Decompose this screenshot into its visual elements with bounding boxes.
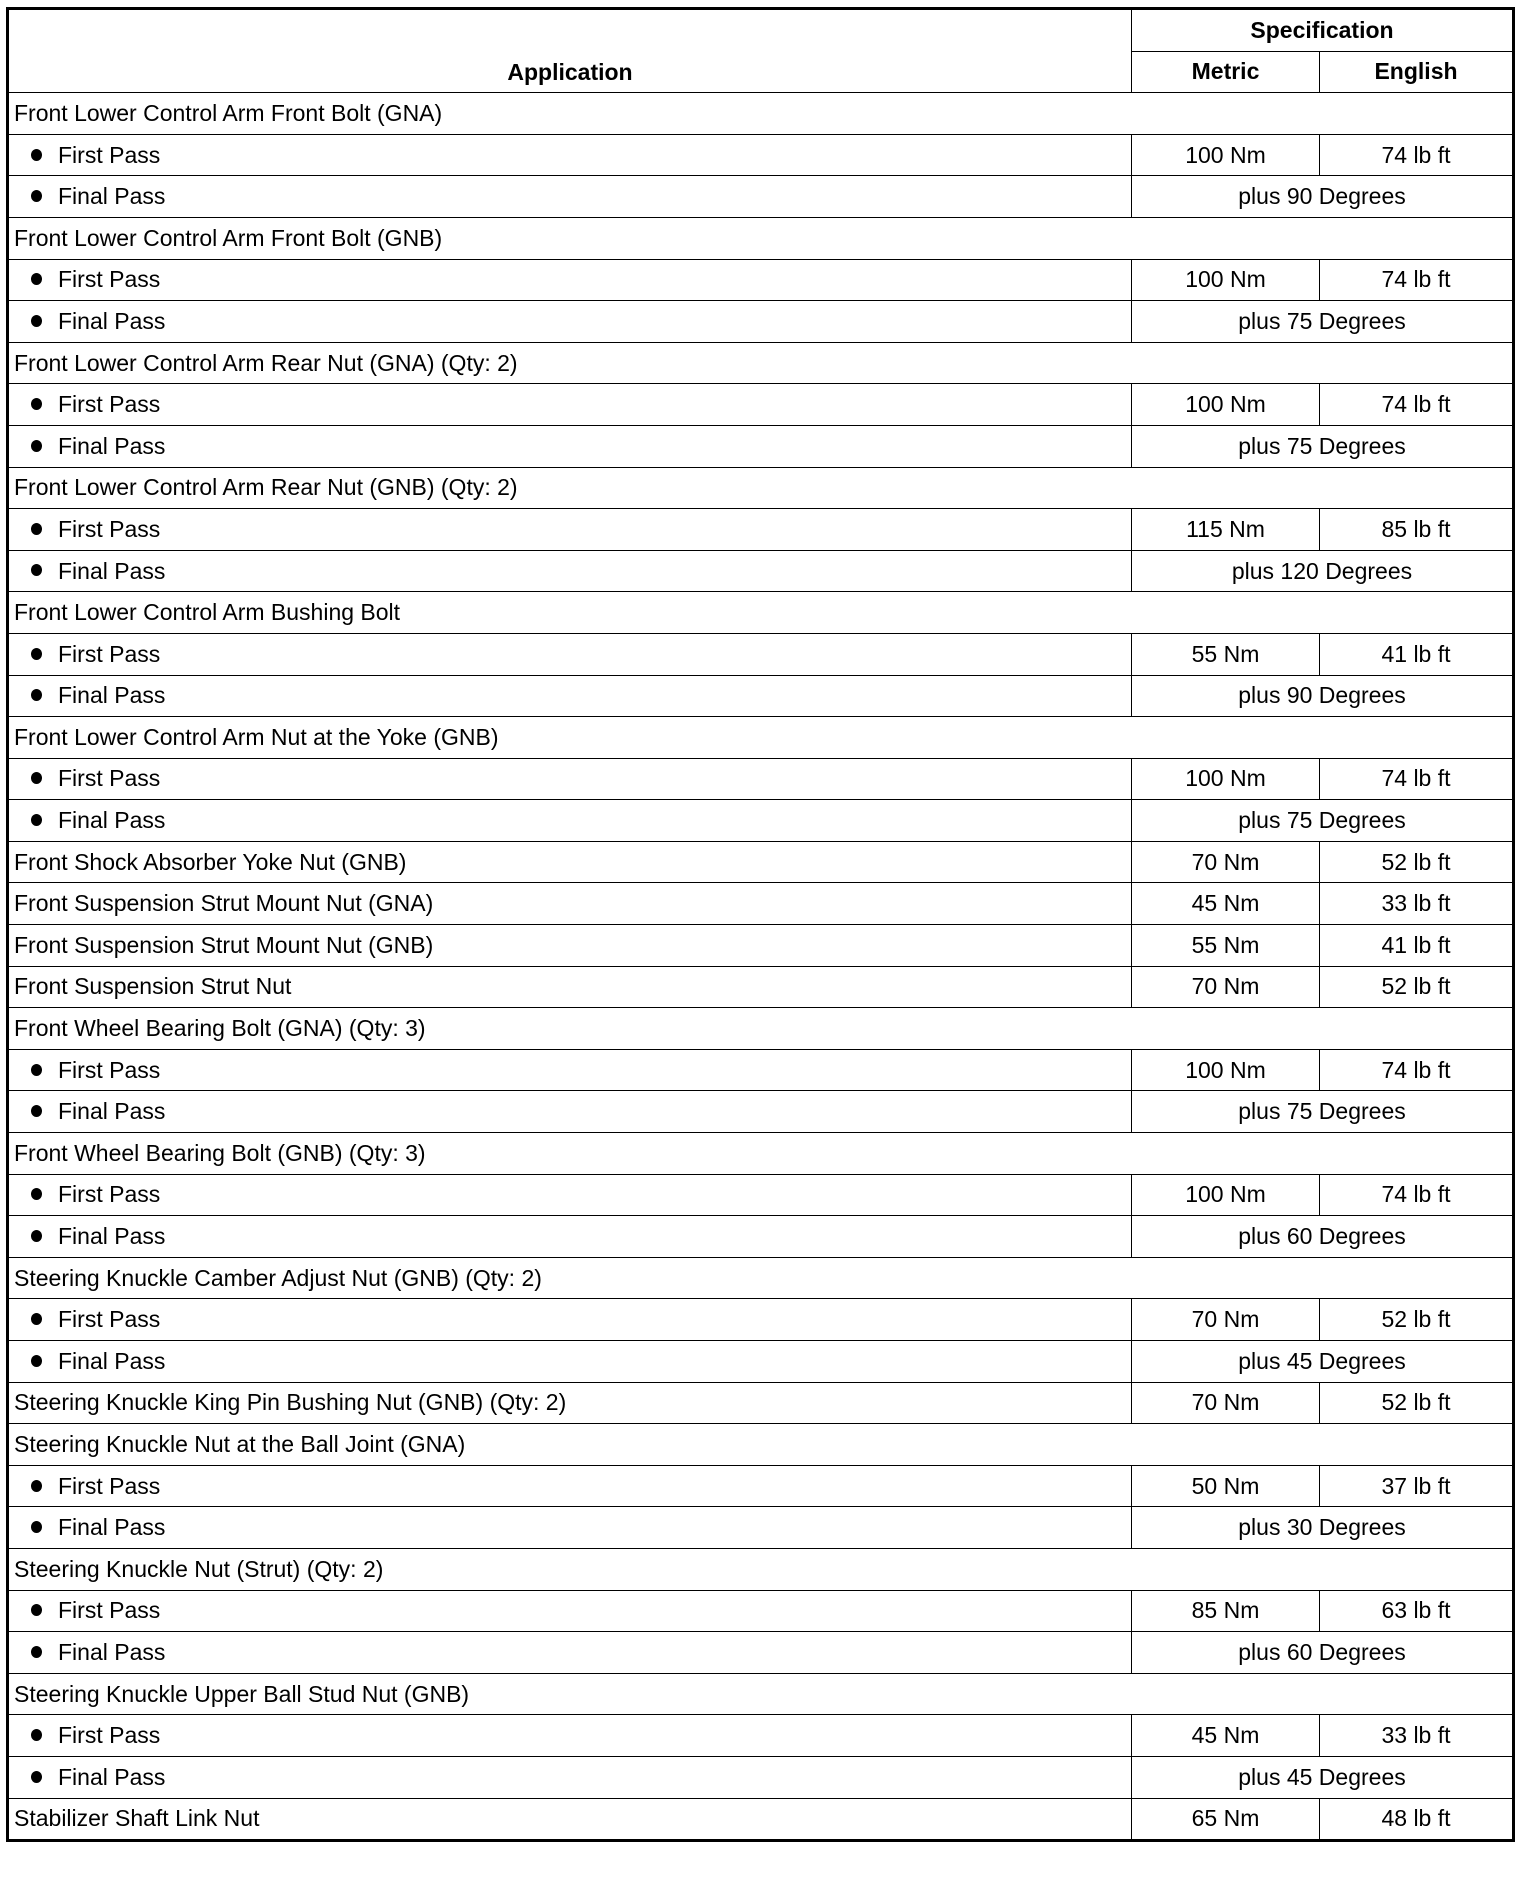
english-value: 52 lb ft xyxy=(1320,841,1514,883)
pass-label: Final Pass xyxy=(58,183,166,210)
bullet-icon xyxy=(31,1313,42,1325)
bullet-icon xyxy=(31,1646,42,1658)
bullet-icon xyxy=(31,1729,42,1741)
pass-label: First Pass xyxy=(58,640,161,667)
table-row xyxy=(8,384,1514,426)
empty-cell xyxy=(1320,342,1514,384)
metric-value: 55 Nm xyxy=(1132,633,1320,675)
bullet-icon xyxy=(31,149,42,161)
application-cell xyxy=(8,675,1132,717)
metric-value: 45 Nm xyxy=(1132,1715,1320,1757)
table-row xyxy=(8,1091,1514,1133)
application-cell xyxy=(8,1756,1132,1798)
bullet-icon xyxy=(31,814,42,826)
angle-spec: plus 90 Degrees xyxy=(1132,675,1514,717)
empty-cell xyxy=(1320,1548,1514,1590)
bullet-icon xyxy=(31,648,42,660)
empty-cell xyxy=(1132,217,1320,259)
application-cell xyxy=(8,384,1132,426)
empty-cell xyxy=(1132,1257,1320,1299)
pass-label: Final Pass xyxy=(58,557,166,584)
application-cell: Front Suspension Strut Nut xyxy=(8,966,1132,1008)
bullet-icon xyxy=(31,1188,42,1200)
table-row xyxy=(8,1465,1514,1507)
torque-spec-table xyxy=(6,7,1515,1842)
application-cell: Front Lower Control Arm Rear Nut (GNA) (Qty: 2) xyxy=(8,342,1132,384)
application-cell xyxy=(8,758,1132,800)
application-cell: Front Shock Absorber Yoke Nut (GNB) xyxy=(8,841,1132,883)
pass-label: First Pass xyxy=(58,1722,161,1749)
table-row xyxy=(8,1049,1514,1091)
metric-value: 50 Nm xyxy=(1132,1465,1320,1507)
pass-label: Final Pass xyxy=(58,432,166,459)
table-row xyxy=(8,758,1514,800)
application-cell xyxy=(8,1049,1132,1091)
angle-spec: plus 75 Degrees xyxy=(1132,301,1514,343)
pass-label: First Pass xyxy=(58,1597,161,1624)
application-cell xyxy=(8,1465,1132,1507)
metric-value: 70 Nm xyxy=(1132,966,1320,1008)
table-row xyxy=(8,301,1514,343)
application-cell: Front Lower Control Arm Rear Nut (GNB) (Qty: 2) xyxy=(8,467,1132,509)
application-cell xyxy=(8,1590,1132,1632)
angle-spec: plus 60 Degrees xyxy=(1132,1216,1514,1258)
application-cell xyxy=(8,509,1132,551)
empty-cell xyxy=(1320,1133,1514,1175)
application-cell: Front Suspension Strut Mount Nut (GNA) xyxy=(8,883,1132,925)
pass-label: Final Pass xyxy=(58,1514,166,1541)
bullet-icon xyxy=(31,689,42,701)
application-cell xyxy=(8,1091,1132,1133)
english-value: 74 lb ft xyxy=(1320,1049,1514,1091)
table-row xyxy=(8,1715,1514,1757)
pass-label: First Pass xyxy=(58,391,161,418)
english-value: 74 lb ft xyxy=(1320,1174,1514,1216)
pass-label: First Pass xyxy=(58,1472,161,1499)
english-value: 33 lb ft xyxy=(1320,1715,1514,1757)
bullet-icon xyxy=(31,1230,42,1242)
angle-spec: plus 30 Degrees xyxy=(1132,1507,1514,1549)
pass-label: Final Pass xyxy=(58,1223,166,1250)
group-row xyxy=(8,717,1514,759)
empty-cell xyxy=(1132,93,1320,135)
table-row xyxy=(8,550,1514,592)
angle-spec: plus 120 Degrees xyxy=(1132,550,1514,592)
bullet-icon xyxy=(31,315,42,327)
application-cell xyxy=(8,550,1132,592)
application-cell: Steering Knuckle Nut at the Ball Joint (GNA) xyxy=(8,1424,1132,1466)
bullet-icon xyxy=(31,1355,42,1367)
table-row xyxy=(8,1756,1514,1798)
bullet-icon xyxy=(31,564,42,576)
metric-value: 65 Nm xyxy=(1132,1798,1320,1841)
table-row xyxy=(8,675,1514,717)
table-row xyxy=(8,1299,1514,1341)
english-value: 41 lb ft xyxy=(1320,633,1514,675)
bullet-icon xyxy=(31,1480,42,1492)
english-value: 33 lb ft xyxy=(1320,883,1514,925)
application-cell xyxy=(8,425,1132,467)
english-value: 74 lb ft xyxy=(1320,259,1514,301)
empty-cell xyxy=(1132,1548,1320,1590)
english-value: 74 lb ft xyxy=(1320,134,1514,176)
pass-label: First Pass xyxy=(58,266,161,293)
metric-value: 100 Nm xyxy=(1132,134,1320,176)
application-cell xyxy=(8,1174,1132,1216)
metric-value: 100 Nm xyxy=(1132,1174,1320,1216)
metric-value: 100 Nm xyxy=(1132,758,1320,800)
empty-cell xyxy=(1132,1133,1320,1175)
english-value: 52 lb ft xyxy=(1320,1382,1514,1424)
metric-value: 115 Nm xyxy=(1132,509,1320,551)
bullet-icon xyxy=(31,190,42,202)
metric-value: 100 Nm xyxy=(1132,384,1320,426)
pass-label: Final Pass xyxy=(58,1763,166,1790)
empty-cell xyxy=(1132,1424,1320,1466)
pass-label: First Pass xyxy=(58,141,161,168)
metric-value: 100 Nm xyxy=(1132,259,1320,301)
application-cell: Steering Knuckle Camber Adjust Nut (GNB) (Qty: 2) xyxy=(8,1257,1132,1299)
group-row xyxy=(8,93,1514,135)
empty-cell xyxy=(1320,1257,1514,1299)
pass-label: Final Pass xyxy=(58,807,166,834)
pass-label: First Pass xyxy=(58,515,161,542)
empty-cell xyxy=(1320,1424,1514,1466)
application-cell xyxy=(8,1632,1132,1674)
group-row xyxy=(8,217,1514,259)
application-cell xyxy=(8,134,1132,176)
english-value: 48 lb ft xyxy=(1320,1798,1514,1841)
group-row xyxy=(8,592,1514,634)
application-cell xyxy=(8,259,1132,301)
pass-label: Final Pass xyxy=(58,307,166,334)
pass-label: Final Pass xyxy=(58,1347,166,1374)
table-row xyxy=(8,176,1514,218)
group-row xyxy=(8,342,1514,384)
empty-cell xyxy=(1132,1008,1320,1050)
header-english: English xyxy=(1320,51,1514,93)
english-value: 37 lb ft xyxy=(1320,1465,1514,1507)
angle-spec: plus 60 Degrees xyxy=(1132,1632,1514,1674)
table-row xyxy=(8,800,1514,842)
header-specification: Specification xyxy=(1132,9,1514,52)
empty-cell xyxy=(1132,342,1320,384)
bullet-icon xyxy=(31,273,42,285)
group-row xyxy=(8,1673,1514,1715)
header-metric: Metric xyxy=(1132,51,1320,93)
angle-spec: plus 75 Degrees xyxy=(1132,1091,1514,1133)
table-row xyxy=(8,883,1514,925)
english-value: 74 lb ft xyxy=(1320,758,1514,800)
table-row xyxy=(8,509,1514,551)
table-row xyxy=(8,1174,1514,1216)
application-cell: Steering Knuckle Upper Ball Stud Nut (GNB) xyxy=(8,1673,1132,1715)
group-row xyxy=(8,1257,1514,1299)
application-cell: Front Lower Control Arm Front Bolt (GNB) xyxy=(8,217,1132,259)
application-cell xyxy=(8,1299,1132,1341)
empty-cell xyxy=(1320,467,1514,509)
application-cell: Front Wheel Bearing Bolt (GNA) (Qty: 3) xyxy=(8,1008,1132,1050)
angle-spec: plus 45 Degrees xyxy=(1132,1341,1514,1383)
pass-label: Final Pass xyxy=(58,1098,166,1125)
metric-value: 70 Nm xyxy=(1132,1382,1320,1424)
application-cell xyxy=(8,176,1132,218)
application-cell: Front Lower Control Arm Front Bolt (GNA) xyxy=(8,93,1132,135)
bullet-icon xyxy=(31,1105,42,1117)
group-row xyxy=(8,467,1514,509)
group-row xyxy=(8,1548,1514,1590)
application-cell xyxy=(8,633,1132,675)
application-cell xyxy=(8,301,1132,343)
pass-label: Final Pass xyxy=(58,682,166,709)
bullet-icon xyxy=(31,398,42,410)
metric-value: 85 Nm xyxy=(1132,1590,1320,1632)
table-row xyxy=(8,1341,1514,1383)
application-cell xyxy=(8,1507,1132,1549)
english-value: 85 lb ft xyxy=(1320,509,1514,551)
angle-spec: plus 75 Degrees xyxy=(1132,800,1514,842)
bullet-icon xyxy=(31,440,42,452)
application-cell: Front Lower Control Arm Nut at the Yoke (GNB) xyxy=(8,717,1132,759)
metric-value: 100 Nm xyxy=(1132,1049,1320,1091)
empty-cell xyxy=(1320,592,1514,634)
bullet-icon xyxy=(31,1064,42,1076)
table-row xyxy=(8,841,1514,883)
application-cell: Steering Knuckle Nut (Strut) (Qty: 2) xyxy=(8,1548,1132,1590)
bullet-icon xyxy=(31,523,42,535)
pass-label: First Pass xyxy=(58,1306,161,1333)
application-cell xyxy=(8,1216,1132,1258)
application-cell xyxy=(8,1715,1132,1757)
table-row xyxy=(8,1632,1514,1674)
table-row xyxy=(8,925,1514,967)
group-row xyxy=(8,1008,1514,1050)
metric-value: 70 Nm xyxy=(1132,841,1320,883)
bullet-icon xyxy=(31,772,42,784)
empty-cell xyxy=(1132,1673,1320,1715)
table-row xyxy=(8,1507,1514,1549)
table-row xyxy=(8,259,1514,301)
english-value: 52 lb ft xyxy=(1320,1299,1514,1341)
empty-cell xyxy=(1320,93,1514,135)
group-row xyxy=(8,1133,1514,1175)
english-value: 41 lb ft xyxy=(1320,925,1514,967)
table-row xyxy=(8,425,1514,467)
pass-label: First Pass xyxy=(58,765,161,792)
angle-spec: plus 75 Degrees xyxy=(1132,425,1514,467)
application-cell: Steering Knuckle King Pin Bushing Nut (GNB) (Qty: 2) xyxy=(8,1382,1132,1424)
metric-value: 45 Nm xyxy=(1132,883,1320,925)
table-row xyxy=(8,1382,1514,1424)
metric-value: 70 Nm xyxy=(1132,1299,1320,1341)
table-row xyxy=(8,134,1514,176)
table-row xyxy=(8,1590,1514,1632)
application-cell: Front Suspension Strut Mount Nut (GNB) xyxy=(8,925,1132,967)
application-cell: Stabilizer Shaft Link Nut xyxy=(8,1798,1132,1841)
angle-spec: plus 45 Degrees xyxy=(1132,1756,1514,1798)
empty-cell xyxy=(1320,1008,1514,1050)
table-row xyxy=(8,966,1514,1008)
pass-label: Final Pass xyxy=(58,1638,166,1665)
angle-spec: plus 90 Degrees xyxy=(1132,176,1514,218)
pass-label: First Pass xyxy=(58,1056,161,1083)
group-row xyxy=(8,1424,1514,1466)
table-row xyxy=(8,1216,1514,1258)
application-cell: Front Wheel Bearing Bolt (GNB) (Qty: 3) xyxy=(8,1133,1132,1175)
application-cell xyxy=(8,800,1132,842)
bullet-icon xyxy=(31,1521,42,1533)
application-cell xyxy=(8,1341,1132,1383)
metric-value: 55 Nm xyxy=(1132,925,1320,967)
application-cell: Front Lower Control Arm Bushing Bolt xyxy=(8,592,1132,634)
table-row xyxy=(8,633,1514,675)
header-application: Application xyxy=(8,9,1132,93)
pass-label: First Pass xyxy=(58,1181,161,1208)
empty-cell xyxy=(1320,1673,1514,1715)
empty-cell xyxy=(1132,467,1320,509)
english-value: 52 lb ft xyxy=(1320,966,1514,1008)
bullet-icon xyxy=(31,1604,42,1616)
empty-cell xyxy=(1132,717,1320,759)
empty-cell xyxy=(1320,217,1514,259)
english-value: 74 lb ft xyxy=(1320,384,1514,426)
empty-cell xyxy=(1320,717,1514,759)
table-body xyxy=(8,93,1514,1841)
empty-cell xyxy=(1132,592,1320,634)
bullet-icon xyxy=(31,1771,42,1783)
table-row xyxy=(8,1798,1514,1841)
english-value: 63 lb ft xyxy=(1320,1590,1514,1632)
